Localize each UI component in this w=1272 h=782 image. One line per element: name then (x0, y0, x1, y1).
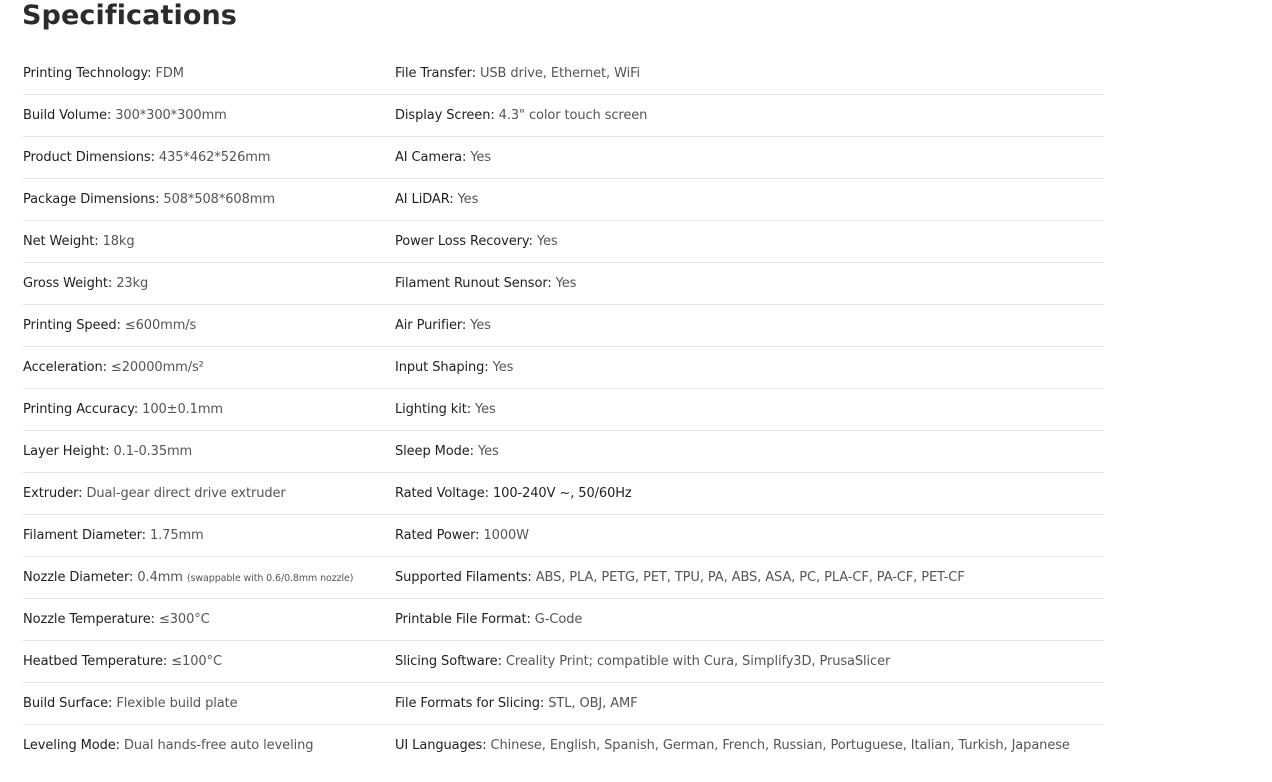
spec-label: Net Weight: (23, 234, 99, 249)
spec-label: Nozzle Temperature: (23, 612, 155, 627)
spec-item-rated-power (395, 515, 529, 556)
spec-label: Display Screen: (395, 108, 495, 123)
spec-note: (swappable with 0.6/0.8mm nozzle) (186, 573, 354, 584)
spec-value: 0.4mm (137, 570, 183, 585)
spec-label: Filament Diameter: (23, 528, 146, 543)
spec-item-extruder (23, 473, 286, 514)
spec-label: Heatbed Temperature: (23, 654, 168, 669)
spec-value: Yes (478, 444, 499, 459)
spec-item-ui-languages (395, 725, 1070, 766)
spec-item-build-volume (23, 95, 227, 136)
spec-value: Yes (475, 402, 496, 417)
spec-row (23, 473, 1104, 515)
spec-value: ≤100°C (171, 654, 222, 669)
spec-row (23, 53, 1104, 95)
spec-label: Printing Speed: (23, 318, 121, 333)
spec-item-ai-lidar (395, 179, 478, 220)
spec-value: FDM (155, 66, 184, 81)
spec-row (23, 431, 1104, 473)
spec-item-rated-voltage (395, 473, 632, 514)
spec-label: Nozzle Diameter: (23, 570, 134, 585)
spec-label: UI Languages: (395, 738, 487, 753)
spec-value: Flexible build plate (116, 696, 238, 711)
spec-row (23, 347, 1104, 389)
spec-item-file-transfer (395, 53, 640, 94)
spec-row (23, 641, 1104, 683)
spec-row (23, 515, 1104, 557)
spec-item-printing-speed (23, 305, 196, 346)
spec-label: Printing Technology: (23, 66, 152, 81)
spec-value: Dual hands-free auto leveling (124, 738, 314, 753)
spec-label: Supported Filaments: (395, 570, 532, 585)
spec-item-printing-accuracy (23, 389, 223, 430)
spec-value: 18kg (102, 234, 135, 249)
spec-label: Rated Voltage: (395, 486, 489, 501)
spec-value: 508*508*608mm (163, 192, 275, 207)
spec-label: Layer Height: (23, 444, 110, 459)
spec-item-build-surface (23, 683, 238, 724)
spec-item-supported-filaments (395, 557, 965, 598)
spec-item-display-screen (395, 95, 647, 136)
spec-label: File Formats for Slicing: (395, 696, 545, 711)
spec-label: Rated Power: (395, 528, 480, 543)
spec-value: 4.3" color touch screen (498, 108, 648, 123)
page-title: Specifications (22, 0, 237, 31)
spec-item-acceleration (23, 347, 204, 388)
spec-value: Dual-gear direct drive extruder (86, 486, 286, 501)
spec-row (23, 221, 1104, 263)
spec-value: USB drive, Ethernet, WiFi (479, 66, 641, 81)
spec-label: Extruder: (23, 486, 83, 501)
spec-label: Printing Accuracy: (23, 402, 139, 417)
spec-row (23, 725, 1104, 767)
spec-item-printable-file-format (395, 599, 582, 640)
spec-label: Power Loss Recovery: (395, 234, 533, 249)
spec-label: File Transfer: (395, 66, 476, 81)
spec-label: Gross Weight: (23, 276, 113, 291)
spec-value: 0.1-0.35mm (113, 444, 193, 459)
spec-item-filament-diameter (23, 515, 204, 556)
spec-row (23, 137, 1104, 179)
spec-label: Build Surface: (23, 696, 113, 711)
spec-row (23, 263, 1104, 305)
spec-row (23, 389, 1104, 431)
spec-item-slicing-software (395, 641, 890, 682)
spec-item-nozzle-temperature (23, 599, 210, 640)
spec-label: Leveling Mode: (23, 738, 120, 753)
spec-item-printing-technology (23, 53, 184, 94)
spec-item-sleep-mode (395, 431, 499, 472)
spec-label: Package Dimensions: (23, 192, 160, 207)
spec-value: G-Code (534, 612, 583, 627)
spec-label: Product Dimensions: (23, 150, 155, 165)
spec-label: Sleep Mode: (395, 444, 474, 459)
spec-row (23, 95, 1104, 137)
spec-value: Chinese, English, Spanish, German, French, Russian, Portuguese, Italian, Turkish, Japanese (490, 738, 1070, 753)
spec-value: STL, OBJ, AMF (548, 696, 638, 711)
spec-item-power-loss-recovery (395, 221, 558, 262)
spec-item-gross-weight (23, 263, 148, 304)
spec-item-package-dimensions (23, 179, 275, 220)
spec-value: ≤20000mm/s² (110, 360, 204, 375)
spec-item-input-shaping (395, 347, 513, 388)
spec-value: Yes (555, 276, 577, 291)
spec-value: 23kg (116, 276, 149, 291)
spec-value: 435*462*526mm (158, 150, 271, 165)
spec-row (23, 683, 1104, 725)
spec-item-lighting-kit (395, 389, 496, 430)
spec-value: Creality Print; compatible with Cura, Simplify3D, PrusaSlicer (505, 654, 891, 669)
spec-item-net-weight (23, 221, 135, 262)
spec-label: AI Camera: (395, 150, 467, 165)
spec-label: Filament Runout Sensor: (395, 276, 552, 291)
spec-value: ≤600mm/s (124, 318, 197, 333)
spec-label: Slicing Software: (395, 654, 502, 669)
spec-value: ABS, PLA, PETG, PET, TPU, PA, ABS, ASA, PC, PLA-CF, PA-CF, PET-CF (535, 570, 965, 585)
spec-label: Printable File Format: (395, 612, 531, 627)
spec-label: Build Volume: (23, 108, 112, 123)
spec-value: 1000W (483, 528, 529, 543)
specifications-table (23, 53, 1104, 767)
spec-value: Yes (470, 150, 491, 165)
spec-item-layer-height (23, 431, 192, 472)
spec-label: Input Shaping: (395, 360, 489, 375)
spec-item-heatbed-temperature (23, 641, 222, 682)
spec-value: 100-240V ~, 50/60Hz (492, 486, 632, 501)
spec-value: Yes (470, 318, 491, 333)
spec-value: Yes (536, 234, 558, 249)
spec-value: Yes (457, 192, 479, 207)
spec-item-ai-camera (395, 137, 491, 178)
spec-value: Yes (492, 360, 514, 375)
spec-label: Acceleration: (23, 360, 107, 375)
spec-label: Lighting kit: (395, 402, 471, 417)
spec-item-product-dimensions (23, 137, 270, 178)
spec-value: 1.75mm (149, 528, 204, 543)
spec-item-filament-runout-sensor (395, 263, 576, 304)
spec-label: Air Purifier: (395, 318, 467, 333)
spec-item-file-formats-for-slicing (395, 683, 638, 724)
spec-row (23, 599, 1104, 641)
spec-row (23, 179, 1104, 221)
spec-label: AI LiDAR: (395, 192, 454, 207)
spec-value: ≤300°C (158, 612, 210, 627)
spec-item-leveling-mode (23, 725, 313, 766)
spec-value: 100±0.1mm (142, 402, 223, 417)
spec-row (23, 305, 1104, 347)
spec-item-nozzle-diameter (23, 557, 353, 598)
spec-row (23, 557, 1104, 599)
spec-item-air-purifier (395, 305, 491, 346)
spec-value: 300*300*300mm (115, 108, 227, 123)
